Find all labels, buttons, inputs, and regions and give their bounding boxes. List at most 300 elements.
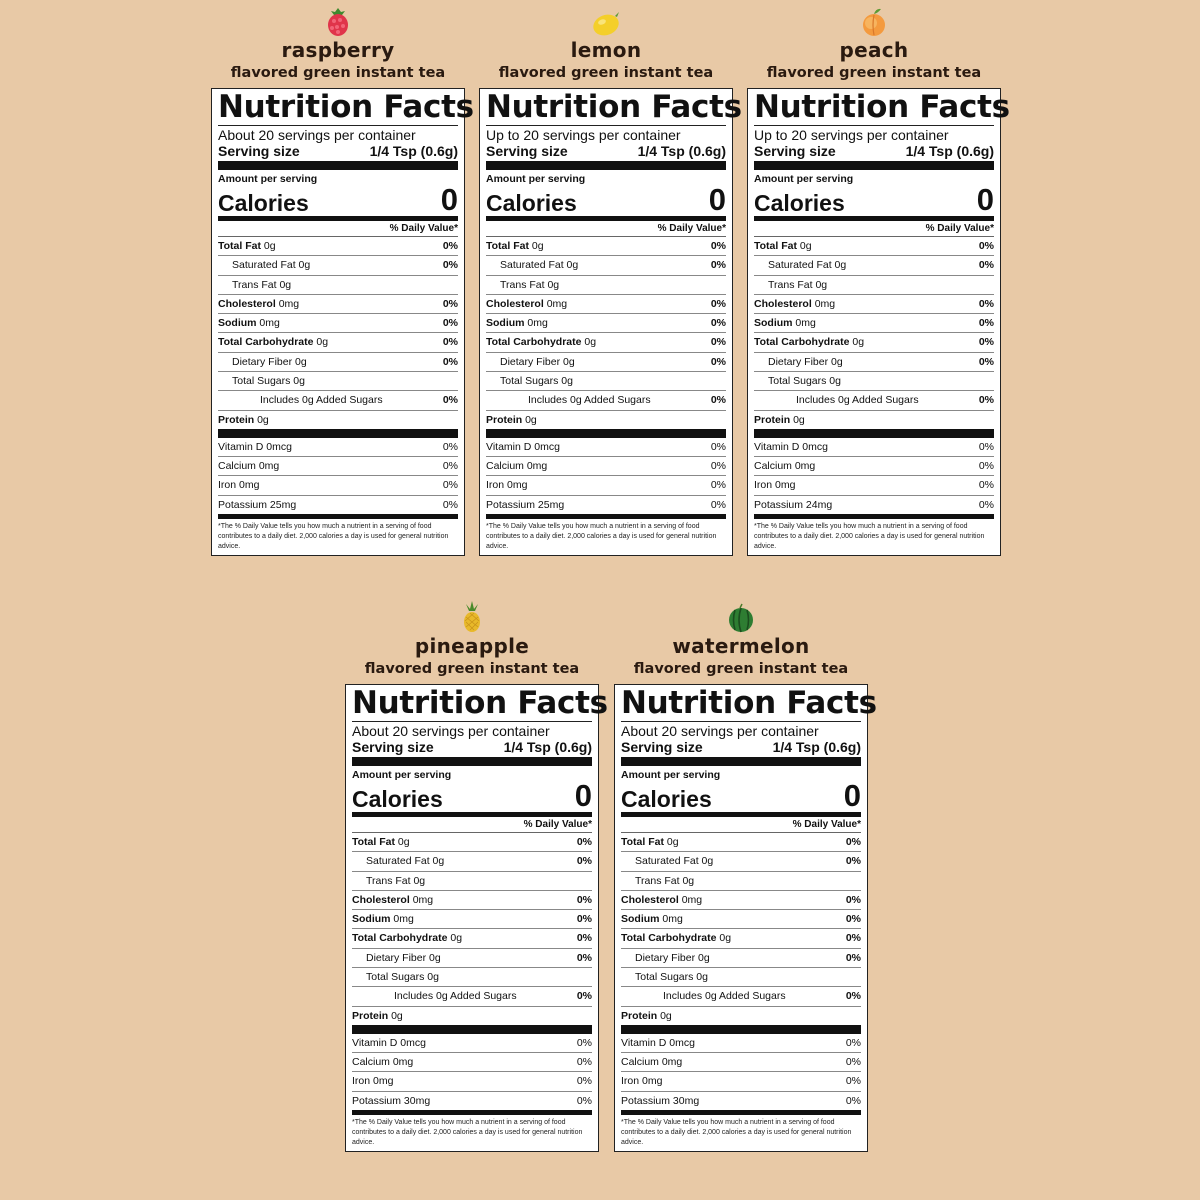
nutrient-row bbox=[621, 987, 861, 1006]
nutrient-label: Total Fat bbox=[486, 240, 529, 252]
nutrient-label: Includes 0g Added Sugars bbox=[528, 394, 651, 407]
nutrient-amount: 0g bbox=[413, 874, 426, 887]
vitamin-pct: 0% bbox=[576, 1036, 592, 1049]
daily-value-header: % Daily Value* bbox=[218, 221, 458, 237]
nutrient-row bbox=[754, 372, 994, 391]
nutrient-row bbox=[486, 391, 726, 410]
nutrient-pct: 0% bbox=[442, 336, 458, 349]
serving-size-row bbox=[754, 143, 994, 170]
calories-row bbox=[352, 778, 592, 817]
nutrient-row bbox=[486, 237, 726, 256]
vitamin-pct: 0% bbox=[710, 479, 726, 492]
vitamin-row bbox=[352, 1034, 592, 1053]
nutrient-row bbox=[621, 833, 861, 852]
nutrition-facts-title: Nutrition Facts bbox=[352, 685, 608, 721]
vitamin-row bbox=[486, 438, 726, 457]
nutrient-name bbox=[352, 833, 410, 851]
nutrient-pct: 0% bbox=[710, 240, 726, 252]
daily-value-footnote: *The % Daily Value tells you how much a nutrient in a serving of food contributes to a daily diet. 2,000 calories a day is used for general nutrition advice. bbox=[486, 522, 717, 550]
nutrient-pct: 0% bbox=[710, 297, 726, 310]
vitamin-list bbox=[486, 438, 726, 496]
serving-size-label: Serving size bbox=[352, 739, 434, 755]
vitamin-row bbox=[218, 476, 458, 495]
nutrient-label: Total Carbohydrate bbox=[218, 336, 314, 349]
potassium-row bbox=[218, 496, 458, 519]
nutrient-name bbox=[352, 968, 439, 986]
daily-value-header: % Daily Value* bbox=[352, 817, 592, 833]
potassium-label: Potassium 30mg bbox=[621, 1094, 700, 1107]
calories-row bbox=[486, 182, 726, 221]
nutrient-label: Total Sugars bbox=[232, 375, 291, 388]
nutrient-name bbox=[486, 314, 548, 332]
nutrient-label: Trans Fat bbox=[635, 874, 680, 887]
serving-size-row bbox=[486, 143, 726, 170]
potassium-row bbox=[621, 1092, 861, 1115]
nutrient-amount: 0g bbox=[566, 259, 579, 272]
nutrient-label: Dietary Fiber bbox=[366, 951, 427, 964]
nutrient-row bbox=[486, 372, 726, 391]
vitamin-label: Vitamin D 0mcg bbox=[621, 1036, 695, 1049]
nutrient-amount: 0mg bbox=[527, 317, 548, 330]
serving-size-value: 1/4 Tsp (0.6g) bbox=[503, 739, 592, 755]
nutrient-pct: 0% bbox=[442, 240, 458, 252]
nutrient-label: Protein bbox=[754, 413, 791, 426]
nutrient-amount: 0g bbox=[298, 259, 311, 272]
vitamin-row bbox=[486, 457, 726, 476]
nutrition-facts-title: Nutrition Facts bbox=[218, 89, 474, 125]
vitamin-label: Calcium 0mg bbox=[218, 459, 280, 472]
nutrient-name bbox=[486, 256, 578, 274]
nutrient-row bbox=[218, 295, 458, 314]
vitamin-label: Iron 0mg bbox=[621, 1075, 663, 1088]
nutrient-label: Saturated Fat bbox=[635, 855, 699, 868]
nutrient-name bbox=[352, 910, 414, 928]
nutrient-row bbox=[352, 949, 592, 968]
nutrient-amount: 0g bbox=[852, 336, 865, 349]
nutrient-row bbox=[754, 237, 994, 256]
nutrient-label: Sodium bbox=[754, 317, 793, 330]
nutrient-name bbox=[218, 411, 269, 429]
calories-value: 0 bbox=[843, 778, 861, 813]
flavor-name: watermelon bbox=[672, 634, 810, 658]
nutrient-label: Includes 0g Added Sugars bbox=[260, 394, 383, 407]
nutrient-label: Cholesterol bbox=[754, 297, 812, 310]
nutrient-label: Sodium bbox=[352, 913, 391, 926]
potassium-pct: 0% bbox=[442, 498, 458, 511]
nutrient-amount: 0mg bbox=[814, 297, 836, 310]
nutrient-pct: 0% bbox=[442, 355, 458, 368]
nutrient-amount: 0g bbox=[719, 932, 732, 945]
vitamin-pct: 0% bbox=[845, 1075, 861, 1088]
calories-label: Calories bbox=[486, 190, 577, 216]
nutrient-row bbox=[486, 353, 726, 372]
nutrition-label bbox=[345, 684, 608, 1152]
nutrient-row bbox=[621, 891, 861, 910]
nutrient-label: Total Fat bbox=[621, 836, 664, 848]
nutrient-row bbox=[486, 295, 726, 314]
nutrient-label: Trans Fat bbox=[232, 278, 277, 291]
nutrient-pct: 0% bbox=[710, 317, 726, 330]
nutrient-amount: 0mg bbox=[546, 297, 568, 310]
nutrition-facts-title: Nutrition Facts bbox=[621, 685, 877, 721]
nutrient-amount: 0g bbox=[525, 413, 537, 426]
nutrient-name bbox=[218, 256, 310, 274]
nutrient-name bbox=[621, 833, 679, 851]
potassium-pct: 0% bbox=[710, 498, 726, 511]
nutrient-name bbox=[486, 237, 544, 255]
vitamin-row bbox=[754, 457, 994, 476]
nutrient-row bbox=[218, 256, 458, 275]
nutrient-name bbox=[352, 929, 462, 947]
serving-size-row bbox=[352, 739, 592, 766]
vitamin-label: Calcium 0mg bbox=[352, 1055, 414, 1068]
servings-per-container: About 20 servings per container bbox=[218, 127, 416, 143]
nutrient-amount: 0g bbox=[450, 932, 463, 945]
raspberry-icon bbox=[318, 6, 358, 38]
nutrient-amount: 0g bbox=[547, 278, 560, 291]
nutrient-pct: 0% bbox=[978, 259, 994, 272]
daily-value-header: % Daily Value* bbox=[486, 221, 726, 237]
nutrient-amount: 0g bbox=[834, 259, 847, 272]
nutrient-row bbox=[218, 411, 458, 438]
nutrient-name bbox=[486, 411, 537, 429]
vitamin-row bbox=[218, 438, 458, 457]
nutrient-name bbox=[500, 391, 651, 409]
nutrient-amount: 0g bbox=[660, 1009, 672, 1022]
nutrient-list bbox=[218, 237, 458, 438]
nutrient-name bbox=[218, 353, 307, 371]
vitamin-pct: 0% bbox=[710, 459, 726, 472]
nutrient-row bbox=[218, 391, 458, 410]
nutrient-row bbox=[218, 276, 458, 295]
nutrient-amount: 0g bbox=[701, 855, 714, 868]
nutrient-amount: 0g bbox=[427, 971, 439, 984]
nutrient-row bbox=[352, 929, 592, 948]
nutrient-amount: 0g bbox=[531, 240, 544, 252]
nutrient-label: Sodium bbox=[486, 317, 525, 330]
potassium-label: Potassium 24mg bbox=[754, 498, 833, 511]
nutrient-list bbox=[754, 237, 994, 438]
daily-value-header: % Daily Value* bbox=[621, 817, 861, 833]
nutrient-row bbox=[486, 333, 726, 352]
nutrient-amount: 0mg bbox=[278, 297, 300, 310]
nutrient-amount: 0mg bbox=[662, 913, 683, 926]
nutrient-pct: 0% bbox=[576, 836, 592, 848]
serving-size-label: Serving size bbox=[754, 143, 836, 159]
nutrient-pct: 0% bbox=[576, 893, 592, 906]
vitamin-label: Vitamin D 0mcg bbox=[754, 440, 828, 453]
nutrient-row bbox=[621, 872, 861, 891]
nutrient-name bbox=[352, 891, 433, 909]
vitamin-row bbox=[621, 1053, 861, 1072]
nutrient-name bbox=[621, 968, 708, 986]
calories-row bbox=[218, 182, 458, 221]
nutrient-row bbox=[754, 411, 994, 438]
flavor-name: pineapple bbox=[414, 634, 530, 658]
watermelon-icon bbox=[721, 596, 761, 636]
vitamin-pct: 0% bbox=[442, 440, 458, 453]
nutrient-row bbox=[621, 1007, 861, 1034]
nutrient-label: Includes 0g Added Sugars bbox=[663, 990, 786, 1003]
nutrient-label: Trans Fat bbox=[500, 278, 545, 291]
nutrient-name bbox=[486, 353, 575, 371]
nutrition-label bbox=[614, 684, 877, 1152]
daily-value-footnote: *The % Daily Value tells you how much a nutrient in a serving of food contributes to a daily diet. 2,000 calories a day is used for general nutrition advice. bbox=[621, 1118, 852, 1146]
nutrient-label: Trans Fat bbox=[768, 278, 813, 291]
nutrient-list bbox=[486, 237, 726, 438]
nutrient-row bbox=[218, 333, 458, 352]
vitamin-pct: 0% bbox=[978, 459, 994, 472]
potassium-pct: 0% bbox=[845, 1094, 861, 1107]
nutrient-name bbox=[218, 333, 328, 351]
pineapple-icon bbox=[452, 596, 492, 636]
nutrient-amount: 0g bbox=[666, 836, 679, 848]
nutrient-amount: 0g bbox=[829, 375, 841, 388]
nutrient-label: Total Carbohydrate bbox=[352, 932, 448, 945]
product-subtitle: flavored green instant tea bbox=[498, 65, 714, 81]
potassium-label: Potassium 25mg bbox=[486, 498, 565, 511]
nutrient-label: Saturated Fat bbox=[500, 259, 564, 272]
nutrient-row bbox=[754, 391, 994, 410]
flavor-name: raspberry bbox=[281, 38, 395, 62]
nutrient-name bbox=[486, 333, 596, 351]
vitamin-label: Calcium 0mg bbox=[621, 1055, 683, 1068]
potassium-pct: 0% bbox=[978, 498, 994, 511]
nutrient-amount: 0g bbox=[696, 971, 708, 984]
panel-watermelon bbox=[614, 596, 877, 1152]
nutrient-row bbox=[352, 987, 592, 1006]
nutrient-row bbox=[754, 295, 994, 314]
nutrient-amount: 0mg bbox=[259, 317, 280, 330]
nutrient-row bbox=[486, 411, 726, 438]
daily-value-footnote: *The % Daily Value tells you how much a nutrient in a serving of food contributes to a daily diet. 2,000 calories a day is used for general nutrition advice. bbox=[218, 522, 449, 550]
vitamin-row bbox=[754, 438, 994, 457]
nutrient-name bbox=[768, 391, 919, 409]
nutrient-name bbox=[754, 411, 805, 429]
nutrient-row bbox=[621, 968, 861, 987]
nutrient-pct: 0% bbox=[576, 855, 592, 868]
nutrient-pct: 0% bbox=[978, 336, 994, 349]
daily-value-footnote: *The % Daily Value tells you how much a nutrient in a serving of food contributes to a daily diet. 2,000 calories a day is used for general nutrition advice. bbox=[352, 1118, 583, 1146]
nutrient-pct: 0% bbox=[576, 913, 592, 926]
vitamin-row bbox=[621, 1072, 861, 1091]
nutrient-row bbox=[486, 314, 726, 333]
nutrition-label bbox=[747, 88, 1010, 556]
nutrient-label: Total Fat bbox=[754, 240, 797, 252]
nutrient-row bbox=[486, 256, 726, 275]
nutrient-name bbox=[366, 987, 517, 1005]
vitamin-pct: 0% bbox=[710, 440, 726, 453]
potassium-label: Potassium 25mg bbox=[218, 498, 297, 511]
panel-peach bbox=[747, 6, 1010, 556]
nutrient-name bbox=[486, 276, 559, 294]
nutrient-row bbox=[486, 276, 726, 295]
serving-size-label: Serving size bbox=[218, 143, 300, 159]
vitamin-row bbox=[352, 1053, 592, 1072]
nutrient-amount: 0mg bbox=[393, 913, 414, 926]
nutrient-row bbox=[754, 353, 994, 372]
nutrient-name bbox=[621, 872, 694, 890]
nutrient-row bbox=[352, 852, 592, 871]
nutrient-name bbox=[621, 929, 731, 947]
nutrient-pct: 0% bbox=[845, 951, 861, 964]
vitamin-row bbox=[218, 457, 458, 476]
nutrient-name bbox=[754, 314, 816, 332]
vitamin-row bbox=[486, 476, 726, 495]
vitamin-list bbox=[754, 438, 994, 496]
nutrient-label: Saturated Fat bbox=[232, 259, 296, 272]
nutrient-amount: 0g bbox=[279, 278, 292, 291]
nutrient-name bbox=[352, 872, 425, 890]
nutrient-label: Cholesterol bbox=[218, 297, 276, 310]
nutrient-pct: 0% bbox=[978, 297, 994, 310]
vitamin-label: Iron 0mg bbox=[218, 479, 260, 492]
nutrient-name bbox=[621, 852, 713, 870]
nutrient-name bbox=[352, 852, 444, 870]
nutrient-amount: 0g bbox=[316, 336, 329, 349]
nutrient-name bbox=[486, 372, 573, 390]
nutrient-label: Protein bbox=[486, 413, 523, 426]
lemon-icon bbox=[586, 6, 626, 38]
nutrient-label: Saturated Fat bbox=[366, 855, 430, 868]
nutrient-label: Saturated Fat bbox=[768, 259, 832, 272]
calories-label: Calories bbox=[352, 786, 443, 812]
nutrient-label: Dietary Fiber bbox=[768, 355, 829, 368]
nutrient-list bbox=[352, 833, 592, 1034]
calories-row bbox=[621, 778, 861, 817]
nutrient-label: Cholesterol bbox=[486, 297, 544, 310]
product-subtitle: flavored green instant tea bbox=[230, 65, 446, 81]
nutrient-name bbox=[352, 1007, 403, 1025]
product-subtitle: flavored green instant tea bbox=[364, 661, 580, 677]
vitamin-pct: 0% bbox=[978, 479, 994, 492]
nutrient-row bbox=[218, 314, 458, 333]
nutrient-pct: 0% bbox=[442, 317, 458, 330]
vitamin-label: Iron 0mg bbox=[754, 479, 796, 492]
nutrient-label: Dietary Fiber bbox=[635, 951, 696, 964]
vitamin-row bbox=[754, 476, 994, 495]
nutrient-name bbox=[621, 1007, 672, 1025]
nutrient-row bbox=[352, 872, 592, 891]
nutrient-label: Total Sugars bbox=[635, 971, 694, 984]
serving-size-value: 1/4 Tsp (0.6g) bbox=[905, 143, 994, 159]
nutrient-amount: 0g bbox=[793, 413, 805, 426]
calories-label: Calories bbox=[218, 190, 309, 216]
nutrient-pct: 0% bbox=[576, 990, 592, 1003]
nutrient-row bbox=[218, 372, 458, 391]
serving-size-value: 1/4 Tsp (0.6g) bbox=[369, 143, 458, 159]
nutrient-name bbox=[754, 353, 843, 371]
serving-size-value: 1/4 Tsp (0.6g) bbox=[637, 143, 726, 159]
vitamin-list bbox=[352, 1034, 592, 1092]
nutrient-label: Dietary Fiber bbox=[232, 355, 293, 368]
calories-label: Calories bbox=[754, 190, 845, 216]
peach-icon bbox=[854, 6, 894, 38]
nutrient-name bbox=[754, 333, 864, 351]
calories-value: 0 bbox=[440, 182, 458, 217]
vitamin-list bbox=[218, 438, 458, 496]
nutrient-amount: 0g bbox=[293, 375, 305, 388]
nutrient-label: Protein bbox=[352, 1009, 389, 1022]
nutrient-name bbox=[218, 237, 276, 255]
amount-per-serving: Amount per serving bbox=[754, 173, 854, 185]
nutrient-amount: 0g bbox=[563, 355, 575, 368]
nutrient-label: Includes 0g Added Sugars bbox=[796, 394, 919, 407]
nutrient-pct: 0% bbox=[978, 394, 994, 407]
vitamin-pct: 0% bbox=[978, 440, 994, 453]
calories-value: 0 bbox=[708, 182, 726, 217]
nutrient-pct: 0% bbox=[978, 355, 994, 368]
nutrient-label: Total Sugars bbox=[768, 375, 827, 388]
nutrient-label: Total Carbohydrate bbox=[754, 336, 850, 349]
calories-row bbox=[754, 182, 994, 221]
nutrient-pct: 0% bbox=[845, 836, 861, 848]
nutrition-label bbox=[211, 88, 474, 556]
nutrient-pct: 0% bbox=[442, 259, 458, 272]
nutrient-row bbox=[754, 256, 994, 275]
nutrient-pct: 0% bbox=[442, 297, 458, 310]
nutrient-label: Protein bbox=[621, 1009, 658, 1022]
potassium-row bbox=[754, 496, 994, 519]
product-subtitle: flavored green instant tea bbox=[633, 661, 849, 677]
nutrient-name bbox=[754, 276, 827, 294]
nutrient-row bbox=[352, 833, 592, 852]
nutrient-row bbox=[218, 237, 458, 256]
nutrient-name bbox=[621, 910, 683, 928]
nutrient-label: Total Sugars bbox=[366, 971, 425, 984]
nutrient-label: Dietary Fiber bbox=[500, 355, 561, 368]
nutrient-name bbox=[754, 372, 841, 390]
vitamin-pct: 0% bbox=[442, 479, 458, 492]
nutrient-pct: 0% bbox=[710, 336, 726, 349]
serving-size-label: Serving size bbox=[486, 143, 568, 159]
nutrient-label: Includes 0g Added Sugars bbox=[394, 990, 517, 1003]
panel-lemon bbox=[479, 6, 742, 556]
nutrient-amount: 0mg bbox=[412, 893, 434, 906]
nutrient-pct: 0% bbox=[978, 317, 994, 330]
vitamin-pct: 0% bbox=[845, 1036, 861, 1049]
nutrient-label: Sodium bbox=[218, 317, 257, 330]
nutrient-row bbox=[621, 852, 861, 871]
nutrient-name bbox=[232, 391, 383, 409]
nutrient-name bbox=[486, 295, 567, 313]
nutrient-name bbox=[218, 372, 305, 390]
potassium-row bbox=[486, 496, 726, 519]
amount-per-serving: Amount per serving bbox=[486, 173, 586, 185]
nutrient-pct: 0% bbox=[576, 932, 592, 945]
vitamin-list bbox=[621, 1034, 861, 1092]
nutrient-label: Trans Fat bbox=[366, 874, 411, 887]
vitamin-label: Vitamin D 0mcg bbox=[218, 440, 292, 453]
nutrient-pct: 0% bbox=[845, 932, 861, 945]
nutrition-label bbox=[479, 88, 742, 556]
nutrient-pct: 0% bbox=[845, 893, 861, 906]
serving-size-value: 1/4 Tsp (0.6g) bbox=[772, 739, 861, 755]
nutrient-label: Total Sugars bbox=[500, 375, 559, 388]
vitamin-pct: 0% bbox=[576, 1055, 592, 1068]
amount-per-serving: Amount per serving bbox=[218, 173, 318, 185]
nutrient-row bbox=[352, 891, 592, 910]
vitamin-row bbox=[352, 1072, 592, 1091]
nutrient-label: Sodium bbox=[621, 913, 660, 926]
servings-per-container: About 20 servings per container bbox=[621, 723, 819, 739]
nutrient-name bbox=[754, 295, 835, 313]
nutrient-pct: 0% bbox=[845, 913, 861, 926]
calories-value: 0 bbox=[574, 778, 592, 813]
vitamin-label: Vitamin D 0mcg bbox=[352, 1036, 426, 1049]
nutrient-name bbox=[218, 276, 291, 294]
nutrient-amount: 0g bbox=[429, 951, 441, 964]
